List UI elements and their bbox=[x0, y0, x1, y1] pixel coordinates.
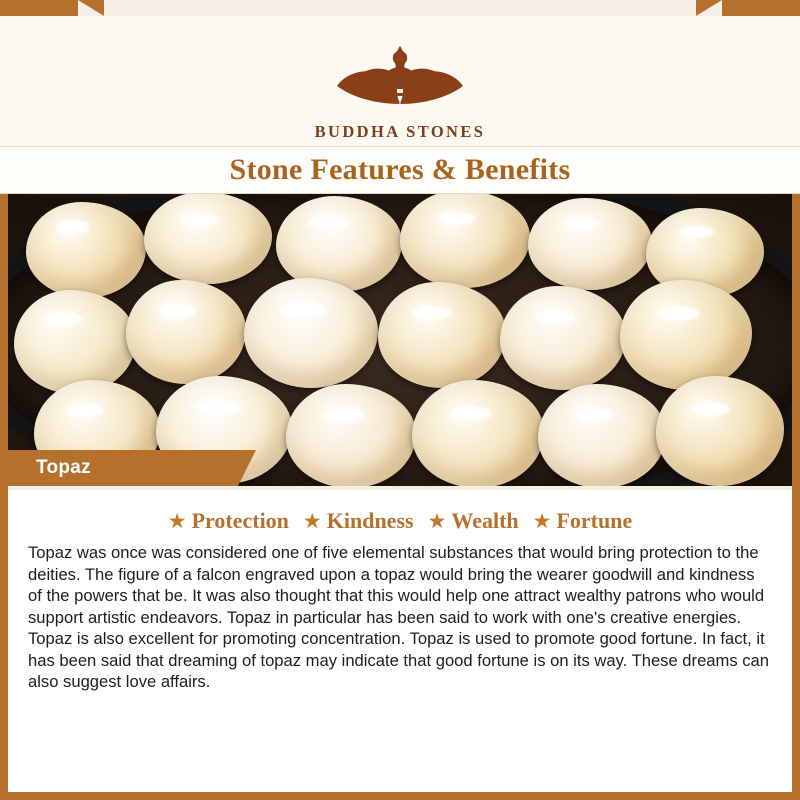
bottom-frame-bar bbox=[0, 792, 800, 800]
content-card bbox=[8, 490, 792, 792]
brand-name: BUDDHA STONES bbox=[314, 122, 486, 141]
top-left-decor-wedge bbox=[78, 0, 104, 16]
benefit-item bbox=[422, 508, 525, 534]
hero-image bbox=[8, 194, 792, 486]
benefit-item bbox=[297, 508, 420, 534]
hero-image-canvas bbox=[8, 194, 792, 486]
benefit-label: Wealth bbox=[451, 508, 519, 533]
header bbox=[0, 16, 800, 194]
benefits-list bbox=[28, 508, 772, 534]
benefit-item bbox=[527, 508, 639, 534]
top-right-decor-band bbox=[722, 0, 800, 16]
title-band bbox=[0, 146, 800, 194]
star-icon: ★ bbox=[167, 509, 187, 533]
benefit-item bbox=[162, 508, 295, 534]
left-frame-bar bbox=[0, 194, 8, 800]
top-left-decor-band bbox=[0, 0, 78, 16]
stone-name: Topaz bbox=[36, 457, 91, 478]
brand-logo bbox=[315, 30, 486, 142]
star-icon: ★ bbox=[532, 509, 552, 533]
page-title: Stone Features & Benefits bbox=[229, 153, 571, 186]
star-icon: ★ bbox=[302, 509, 322, 533]
star-icon: ★ bbox=[427, 509, 447, 533]
right-frame-bar bbox=[792, 194, 800, 800]
top-right-decor-wedge bbox=[696, 0, 722, 16]
stone-name-tag bbox=[8, 450, 238, 486]
benefit-label: Kindness bbox=[326, 508, 414, 533]
lotus-meditation-icon bbox=[315, 30, 485, 116]
benefit-label: Fortune bbox=[556, 508, 633, 533]
stone-description: Topaz was once was considered one of five elemental substances that would bring protection to the deities. The figure of a falcon engraved upon a topaz would bring the wearer goodwill and kindness of the powers that be. It was also thought that this would help one attract wealthy patrons who would support artistic endeavors. Topaz in particular has been said to work with one's creative energies. Topaz is also excellent for promoting concentration. Topaz is used to promote good fortune. In fact, it has been said that dreaming of topaz may indicate that good fortune is on its way. These dreams can also suggest love affairs. bbox=[28, 543, 770, 692]
benefit-label: Protection bbox=[191, 508, 289, 533]
